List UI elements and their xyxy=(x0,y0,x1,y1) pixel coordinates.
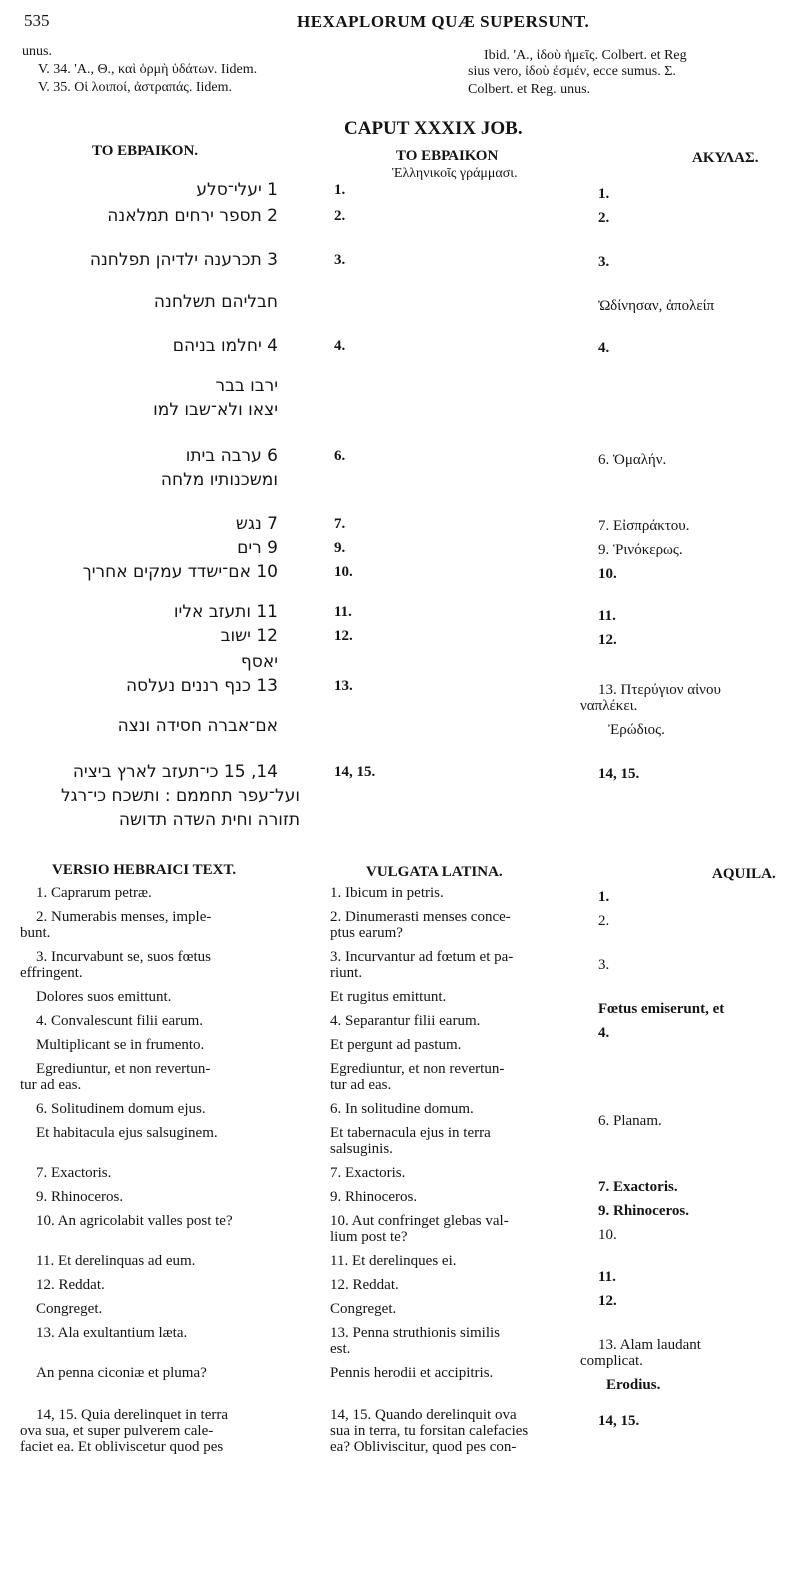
hebrew-line: 7 נגש xyxy=(235,514,278,534)
versio-header: VERSIO HEBRAICI TEXT. xyxy=(52,862,237,878)
hebrew-line: 2 תספר ירחים תמלאנה xyxy=(107,206,278,226)
page-number: 535 xyxy=(24,11,50,30)
hebrew-line: 12 ישוב xyxy=(220,626,278,646)
translit-verse-number: 3. xyxy=(334,252,346,268)
vulgata-line: 1. Ibicum in petris. xyxy=(330,885,444,901)
vulgata-line: 2. Dinumerasti menses conce- xyxy=(330,909,511,925)
versio-line: faciet ea. Et obliviscetur quod pes xyxy=(20,1439,224,1455)
versio-line: 13. Ala exultantium læta. xyxy=(36,1325,188,1341)
vulgata-line: 13. Penna struthionis similis xyxy=(330,1325,501,1341)
aquila-latin-line: 12. xyxy=(598,1293,617,1309)
vulgata-line: 10. Aut confringet glebas val- xyxy=(330,1213,509,1229)
aquila-greek-line: 4. xyxy=(598,340,610,356)
versio-line: 9. Rhinoceros. xyxy=(36,1189,124,1205)
hebrew-line: יצאו ולא־שבו למו xyxy=(153,400,278,420)
aquila-greek-line: 1. xyxy=(598,186,610,202)
note-left-line: unus. xyxy=(22,44,52,59)
translit-verse-number: 2. xyxy=(334,208,346,224)
versio-line: 1. Caprarum petræ. xyxy=(36,885,152,901)
aquila-latin-line: 10. xyxy=(598,1227,617,1243)
versio-line: 14, 15. Quia derelinquet in terra xyxy=(36,1407,229,1423)
hebrew-line: 6 ערבה ביתו xyxy=(185,446,278,466)
hebrew-line: תזורה וחית השדה תדושה xyxy=(118,810,300,830)
versio-line: tur ad eas. xyxy=(20,1077,82,1093)
note-right-line: Ibid. 'A., ἰδοὺ ἡμεῖς. Colbert. et Reg xyxy=(484,48,687,63)
translit-column-subheader: Ἑλληνικοῖς γράμμασι. xyxy=(392,166,518,181)
hebrew-line: 13 כנף רננים נעלסה xyxy=(125,676,278,696)
hebrew-line: ועל־עפר תחממם : ותשכח כי־רגל xyxy=(60,786,300,806)
hebrew-line: יאסף xyxy=(240,652,278,672)
hebrew-line: 4 יחלמו בניהם xyxy=(172,336,278,356)
caput-title: CAPUT XXXIX JOB. xyxy=(344,118,523,139)
hebrew-line: 10 אם־ישדד עמקים אחריך xyxy=(82,562,278,582)
vulgata-line: 7. Exactoris. xyxy=(330,1165,406,1181)
note-left-line: V. 34. 'A., Θ., καὶ ὁρμὴ ὑδάτων. Iidem. xyxy=(38,62,258,77)
vulgata-line: salsuginis. xyxy=(330,1141,393,1157)
vulgata-line: Pennis herodii et accipitris. xyxy=(330,1365,494,1381)
aquila-latin-line: 11. xyxy=(598,1269,616,1285)
versio-line: 10. An agricolabit valles post te? xyxy=(36,1213,233,1229)
aquila-latin-line: Fœtus emiserunt, et xyxy=(598,1001,725,1017)
vulgata-header: VULGATA LATINA. xyxy=(366,864,503,880)
aquila-greek-line: 11. xyxy=(598,608,616,624)
translit-verse-number: 7. xyxy=(334,516,346,532)
vulgata-line: ptus earum? xyxy=(330,925,403,941)
aquila-greek-line: 10. xyxy=(598,566,617,582)
translit-column-header: ΤΟ ΕΒΡΑΙΚΟΝ xyxy=(396,148,499,164)
vulgata-line: Et pergunt ad pastum. xyxy=(330,1037,462,1053)
versio-line: 6. Solitudinem domum ejus. xyxy=(36,1101,206,1117)
vulgata-line: 6. In solitudine domum. xyxy=(330,1101,474,1117)
vulgata-line: 3. Incurvantur ad fœtum et pa- xyxy=(330,949,514,965)
aquila-latin-line: Erodius. xyxy=(606,1377,661,1393)
aquila-greek-line: 14, 15. xyxy=(598,766,640,782)
versio-line: bunt. xyxy=(20,925,51,941)
aquila-greek-line: 13. Πτερύγιον αἰνου xyxy=(598,682,721,698)
hebrew-line: 3 תכרענה ילדיהן תפלחנה xyxy=(89,250,278,270)
vulgata-line: 11. Et derelinques ei. xyxy=(330,1253,457,1269)
vulgata-line: ea? Obliviscitur, quod pes con- xyxy=(330,1439,517,1455)
vulgata-line: 9. Rhinoceros. xyxy=(330,1189,418,1205)
hebrew-line: 1 יעלי־סלע xyxy=(196,180,278,200)
aquila-greek-line: 2. xyxy=(598,210,610,226)
hebrew-line: אם־אברה חסידה ונצה xyxy=(117,716,278,736)
aquila-latin-header: AQUILA. xyxy=(712,866,776,882)
versio-line: effringent. xyxy=(20,965,83,981)
aquila-latin-line: complicat. xyxy=(580,1353,643,1369)
translit-verse-number: 1. xyxy=(334,182,346,198)
running-title: HEXAPLORUM QUÆ SUPERSUNT. xyxy=(297,12,590,31)
aquila-latin-line: 2. xyxy=(598,913,610,929)
hebrew-column-header: ΤΟ ΕΒΡΑΙΚΟΝ. xyxy=(92,143,199,159)
versio-line: Egrediuntur, et non revertun- xyxy=(36,1061,211,1077)
versio-line: 7. Exactoris. xyxy=(36,1165,112,1181)
versio-line: 2. Numerabis menses, imple- xyxy=(36,909,212,925)
vulgata-line: lium post te? xyxy=(330,1229,408,1245)
note-right-line: sius vero, ἰδοὺ ἐσμέν, ecce sumus. Σ. xyxy=(468,64,676,79)
aquila-latin-line: 14, 15. xyxy=(598,1413,640,1429)
aquila-latin-line: 1. xyxy=(598,889,610,905)
aquila-greek-line: 12. xyxy=(598,632,617,648)
translit-verse-number: 10. xyxy=(334,564,353,580)
versio-line: 3. Incurvabunt se, suos fœtus xyxy=(36,949,211,965)
vulgata-line: Congreget. xyxy=(330,1301,397,1317)
versio-line: An penna ciconiæ et pluma? xyxy=(36,1365,207,1381)
aquila-latin-line: 7. Exactoris. xyxy=(598,1179,678,1195)
hebrew-line: ומשכנותיו מלחה xyxy=(160,470,278,490)
translit-verse-number: 13. xyxy=(334,678,353,694)
aquila-latin-line: 6. Planam. xyxy=(598,1113,662,1129)
versio-line: Et habitacula ejus salsuginem. xyxy=(36,1125,218,1141)
aquila-greek-line: 3. xyxy=(598,254,610,270)
translit-verse-number: 11. xyxy=(334,604,352,620)
versio-line: Dolores suos emittunt. xyxy=(36,989,172,1005)
translit-verse-number: 4. xyxy=(334,338,346,354)
hebrew-line: 9 רים xyxy=(237,538,278,558)
versio-line: Multiplicant se in frumento. xyxy=(36,1037,205,1053)
hebrew-line: ירבו בבר xyxy=(215,376,278,396)
vulgata-line: 14, 15. Quando derelinquit ova xyxy=(330,1407,517,1423)
note-left-line: V. 35. Οἱ λοιποί, ἀστραπάς. Iidem. xyxy=(38,80,233,95)
versio-line: ova sua, et super pulverem cale- xyxy=(20,1423,214,1439)
vulgata-line: 4. Separantur filii earum. xyxy=(330,1013,481,1029)
vulgata-line: est. xyxy=(330,1341,351,1357)
vulgata-line: Egrediuntur, et non revertun- xyxy=(330,1061,505,1077)
hebrew-line: 11 ותעזב אליו xyxy=(173,602,278,622)
vulgata-line: sua in terra, tu forsitan calefacies xyxy=(330,1423,529,1439)
aquila-greek-line: 9. Ῥινόκερως. xyxy=(598,542,683,558)
translit-verse-number: 12. xyxy=(334,628,353,644)
vulgata-line: tur ad eas. xyxy=(330,1077,392,1093)
hebrew-line: חבליהם תשלחנה xyxy=(153,292,278,312)
vulgata-line: Et tabernacula ejus in terra xyxy=(330,1125,491,1141)
aquila-greek-line: 7. Εἰσπράκτου. xyxy=(598,518,690,534)
aquila-greek-header: ΑΚΥΛΑΣ. xyxy=(692,150,759,166)
vulgata-line: Et rugitus emittunt. xyxy=(330,989,447,1005)
translit-verse-number: 6. xyxy=(334,448,346,464)
aquila-latin-line: 13. Alam laudant xyxy=(598,1337,701,1353)
aquila-latin-line: 4. xyxy=(598,1025,610,1041)
translit-verse-number: 14, 15. xyxy=(334,764,376,780)
versio-line: 11. Et derelinquas ad eum. xyxy=(36,1253,196,1269)
versio-line: Congreget. xyxy=(36,1301,103,1317)
aquila-latin-line: 3. xyxy=(598,957,610,973)
hebrew-line: 14, 15 כי־תעזב לארץ ביציה xyxy=(72,762,278,782)
aquila-latin-line: 9. Rhinoceros. xyxy=(598,1203,689,1219)
translit-verse-number: 9. xyxy=(334,540,346,556)
aquila-greek-line: 6. Ὁμαλήν. xyxy=(598,452,667,468)
vulgata-line: riunt. xyxy=(330,965,363,981)
aquila-greek-line: Ἐρώδιος. xyxy=(608,722,665,738)
aquila-greek-line: Ὠδίνησαν, ἀπολείπ xyxy=(598,298,715,314)
versio-line: 12. Reddat. xyxy=(36,1277,105,1293)
note-right-line: Colbert. et Reg. unus. xyxy=(468,82,591,97)
aquila-greek-line: ναπλέκει. xyxy=(580,698,638,714)
vulgata-line: 12. Reddat. xyxy=(330,1277,399,1293)
versio-line: 4. Convalescunt filii earum. xyxy=(36,1013,204,1029)
